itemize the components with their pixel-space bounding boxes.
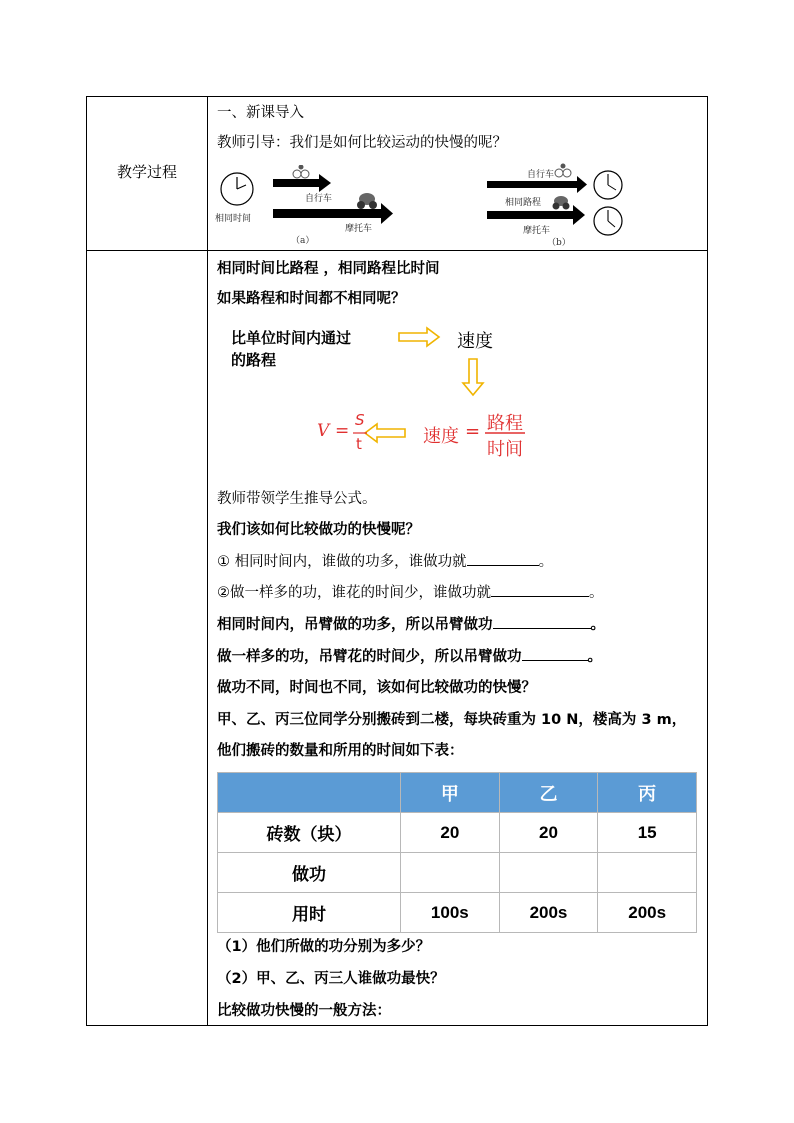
- question-1: （1）他们所做的功分别为多少？: [217, 939, 431, 955]
- lesson-table: [86, 96, 708, 1026]
- line7-end: 。: [590, 617, 605, 633]
- clock-icon: [594, 171, 622, 199]
- table-header-cell: [218, 773, 401, 813]
- table-row: [218, 853, 697, 893]
- body-line6: [217, 582, 604, 603]
- speed-diagram: [227, 325, 547, 465]
- answer-blank-4[interactable]: [522, 646, 588, 661]
- table-row-label: 用时: [218, 893, 401, 933]
- body-line4: 我们该如何比较做功的快慢呢？: [217, 522, 420, 538]
- diagram-text-line2: 的路程: [231, 351, 277, 369]
- formula-lhs: 速度: [423, 426, 459, 447]
- answer-blank-2[interactable]: [491, 582, 589, 597]
- table-row: [218, 813, 697, 853]
- table-cell: 20: [499, 813, 598, 853]
- brick-data-table: [217, 772, 697, 933]
- down-arrow-icon: [463, 359, 483, 395]
- formula-denominator: 时间: [487, 439, 523, 460]
- formula-numerator: 路程: [487, 413, 523, 434]
- caption-b: （b）: [547, 238, 571, 248]
- clock-icon: [594, 207, 622, 235]
- answer-blank-3[interactable]: [493, 614, 591, 629]
- table-cell[interactable]: [401, 853, 500, 893]
- v-eq: =: [335, 421, 350, 441]
- body-line9: 做功不同，时间也不同，该如何比较做功的快慢？: [217, 680, 536, 696]
- line5-text: ① 相同时间内，谁做的功多，谁做功就: [217, 554, 467, 570]
- table-cell: 100s: [401, 893, 500, 933]
- table-cell[interactable]: [598, 853, 697, 893]
- moto-label-a: 摩托车: [345, 224, 373, 234]
- answer-blank-1[interactable]: [467, 551, 539, 566]
- body-line11: 他们搬砖的数量和所用的时间如下表：: [217, 743, 464, 759]
- column-divider: [207, 97, 208, 1025]
- table-row-label: 做功: [218, 853, 401, 893]
- line8-end: 。: [587, 649, 602, 665]
- table-header-cell: 乙: [499, 773, 598, 813]
- s-symbol: S: [355, 411, 365, 429]
- bike-label-b: 自行车: [527, 170, 555, 180]
- line7-text: 相同时间内，吊臂做的功多，所以吊臂做功: [217, 617, 493, 633]
- table-cell: 15: [598, 813, 697, 853]
- question-2: （2）甲、乙、丙三人谁做功最快？: [217, 971, 445, 987]
- table-header-cell: 丙: [598, 773, 697, 813]
- v-symbol: V: [317, 421, 330, 441]
- body-line7: [217, 614, 605, 635]
- line6-text: ②做一样多的功，谁花的时间少，谁做功就: [217, 585, 491, 601]
- figure-b: [483, 161, 693, 249]
- intro-heading: 一、新课导入: [217, 105, 304, 121]
- body-line8: [217, 646, 602, 667]
- caption-a: （a）: [291, 236, 315, 246]
- table-row: [218, 893, 697, 933]
- time-label-a: 相同时间: [215, 214, 252, 224]
- body-line1: 相同时间比路程 ，相同路程比时间: [217, 261, 440, 277]
- line6-end: 。: [589, 585, 604, 601]
- clock-icon: [221, 173, 253, 205]
- table-cell: 20: [401, 813, 500, 853]
- intro-guide: 教师引导：我们是如何比较运动的快慢的呢？: [217, 135, 507, 151]
- right-arrow-icon: [399, 328, 439, 346]
- row-divider: [87, 250, 707, 251]
- figure-a: [215, 165, 395, 247]
- table-cell: 200s: [499, 893, 598, 933]
- line8-text: 做一样多的功，吊臂花的时间少，所以吊臂做功: [217, 649, 522, 665]
- table-header-row: [218, 773, 697, 813]
- moto-label-b: 摩托车: [523, 226, 551, 236]
- section-label: 教学过程: [116, 163, 177, 181]
- table-row-label: 砖数（块）: [218, 813, 401, 853]
- line5-end: 。: [538, 554, 554, 570]
- moto-arrow: [273, 193, 393, 224]
- body-line2: 如果路程和时间都不相同呢？: [217, 291, 406, 307]
- left-arrow-icon: [365, 424, 405, 442]
- speed-text: 速度: [457, 331, 493, 352]
- body-line5: [217, 551, 553, 572]
- body-line10: 甲、乙、丙三位同学分别搬砖到二楼，每块砖重为 10 N，楼高为 3 m，: [217, 712, 687, 728]
- diagram-text-line1: 比单位时间内通过: [231, 329, 352, 347]
- distance-label-b: 相同路程: [505, 198, 542, 208]
- t-symbol: t: [356, 435, 362, 453]
- table-cell[interactable]: [499, 853, 598, 893]
- formula-eq: =: [465, 421, 481, 442]
- bike-arrow: [273, 165, 331, 192]
- body-line3: 教师带领学生推导公式。: [217, 491, 377, 507]
- table-header-cell: 甲: [401, 773, 500, 813]
- table-cell: 200s: [598, 893, 697, 933]
- body-line12: 比较做功快慢的一般方法：: [217, 1003, 391, 1019]
- bike-label-a: 自行车: [305, 194, 333, 204]
